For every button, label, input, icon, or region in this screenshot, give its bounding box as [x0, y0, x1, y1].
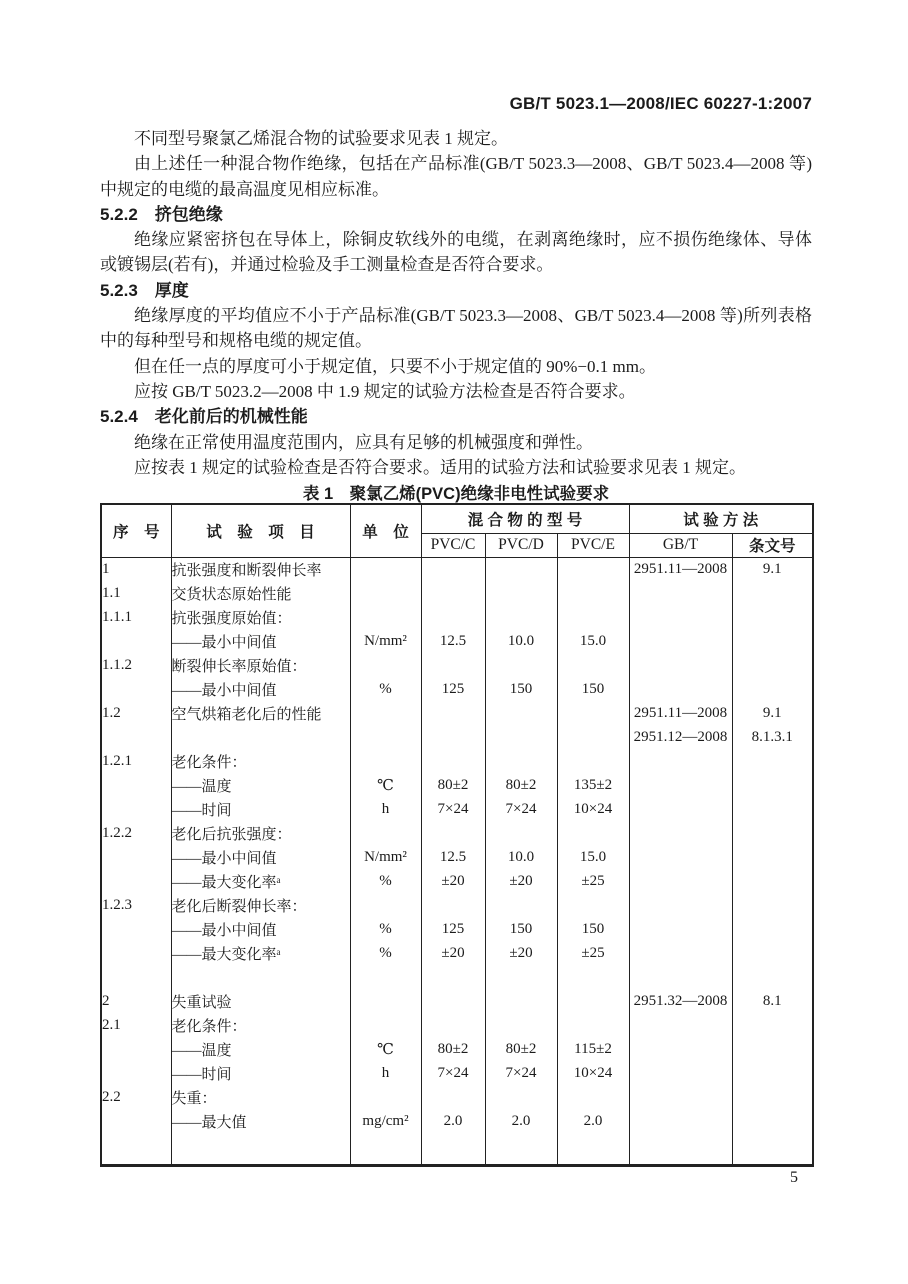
- cell-unit: [350, 1085, 421, 1109]
- cell-clause: 9.1: [732, 557, 813, 581]
- cell-clause: [732, 965, 813, 989]
- cell-unit: [350, 581, 421, 605]
- cell-no: [101, 773, 171, 797]
- table-row: [101, 725, 813, 749]
- cell-item: 老化条件：: [171, 1013, 350, 1037]
- col-header-pvc-d: PVC/D: [485, 533, 557, 557]
- col-header-pvc-c: PVC/C: [421, 533, 485, 557]
- cell-no: [101, 845, 171, 869]
- cell-gbt: [629, 1013, 732, 1037]
- cell-item: ——最大变化率ᵃ: [171, 869, 350, 893]
- cell-unit: [350, 725, 421, 749]
- cell-item: 断裂伸长率原始值：: [171, 653, 350, 677]
- table-row: [101, 701, 813, 725]
- cell-d: [485, 989, 557, 1013]
- cell-e: 10×24: [557, 797, 629, 821]
- cell-unit: ℃: [350, 1037, 421, 1061]
- cell-c: 12.5: [421, 629, 485, 653]
- cell-item: ——温度: [171, 1037, 350, 1061]
- cell-d: ±20: [485, 941, 557, 965]
- cell-d: [485, 557, 557, 581]
- section-heading: 5.2.3 厚度: [100, 280, 189, 300]
- cell-gbt: 2951.11—2008: [629, 701, 732, 725]
- cell-unit: [350, 821, 421, 845]
- cell-no: 1.2.2: [101, 821, 171, 845]
- cell-item: ——最小中间值: [171, 677, 350, 701]
- cell-clause: [732, 893, 813, 917]
- cell-d: 150: [485, 677, 557, 701]
- table-head: [101, 504, 813, 557]
- table-row: [101, 893, 813, 917]
- cell-unit: [350, 749, 421, 773]
- cell-c: 125: [421, 917, 485, 941]
- section-heading: 5.2.2 挤包绝缘: [100, 204, 223, 224]
- cell-empty: [171, 1133, 350, 1165]
- paragraph: 不同型号聚氯乙烯混合物的试验要求见表 1 规定。: [134, 129, 508, 148]
- cell-gbt: [629, 965, 732, 989]
- cell-item: 抗张强度和断裂伸长率: [171, 557, 350, 581]
- cell-item: ——最小中间值: [171, 845, 350, 869]
- cell-unit: [350, 605, 421, 629]
- cell-d: 7×24: [485, 797, 557, 821]
- cell-gbt: [629, 821, 732, 845]
- cell-d: 80±2: [485, 1037, 557, 1061]
- cell-e: ±25: [557, 941, 629, 965]
- cell-c: [421, 1085, 485, 1109]
- cell-item: ——最大值: [171, 1109, 350, 1133]
- table-head-row-groups: [101, 504, 813, 533]
- requirements-table: [100, 503, 814, 1167]
- cell-no: [101, 1109, 171, 1133]
- cell-empty: [350, 1133, 421, 1165]
- cell-unit: mg/cm²: [350, 1109, 421, 1133]
- cell-c: [421, 893, 485, 917]
- table-row: [101, 581, 813, 605]
- cell-d: [485, 965, 557, 989]
- cell-unit: N/mm²: [350, 845, 421, 869]
- cell-item: 老化后断裂伸长率：: [171, 893, 350, 917]
- cell-e: 150: [557, 917, 629, 941]
- cell-c: 80±2: [421, 773, 485, 797]
- cell-no: [101, 797, 171, 821]
- cell-clause: [732, 845, 813, 869]
- table-row: [101, 965, 813, 989]
- cell-unit: [350, 653, 421, 677]
- table-row: [101, 773, 813, 797]
- cell-no: [101, 629, 171, 653]
- cell-unit: [350, 989, 421, 1013]
- cell-no: 1.2.3: [101, 893, 171, 917]
- cell-c: [421, 989, 485, 1013]
- table-row: [101, 557, 813, 581]
- cell-gbt: [629, 941, 732, 965]
- paragraph: 应按 GB/T 5023.2—2008 中 1.9 规定的试验方法检查是否符合要求。: [134, 381, 636, 401]
- cell-c: [421, 821, 485, 845]
- cell-unit: h: [350, 1061, 421, 1085]
- cell-d: [485, 893, 557, 917]
- cell-e: [557, 581, 629, 605]
- cell-gbt: [629, 1085, 732, 1109]
- cell-e: [557, 725, 629, 749]
- cell-unit: [350, 557, 421, 581]
- cell-c: 12.5: [421, 845, 485, 869]
- cell-gbt: [629, 1109, 732, 1133]
- cell-e: [557, 989, 629, 1013]
- cell-item: ——温度: [171, 773, 350, 797]
- cell-clause: [732, 821, 813, 845]
- cell-no: 1.2: [101, 701, 171, 725]
- cell-d: 10.0: [485, 629, 557, 653]
- table-body: [101, 557, 813, 1165]
- table-row: [101, 869, 813, 893]
- cell-c: [421, 701, 485, 725]
- cell-gbt: [629, 773, 732, 797]
- cell-clause: [732, 581, 813, 605]
- paragraph: 绝缘厚度的平均值应不小于产品标准(GB/T 5023.3—2008、GB/T 5023.4—2008 等)所列表格中的每种型号和规格电缆的规定值。: [100, 306, 812, 351]
- cell-unit: [350, 893, 421, 917]
- paragraph: 绝缘在正常使用温度范围内，应具有足够的机械强度和弹性。: [134, 432, 593, 452]
- cell-item: 失重：: [171, 1085, 350, 1109]
- cell-c: 7×24: [421, 1061, 485, 1085]
- cell-c: [421, 965, 485, 989]
- cell-e: [557, 701, 629, 725]
- doc-code-header: GB/T 5023.1—2008/IEC 60227-1:2007: [509, 94, 812, 113]
- cell-d: 150: [485, 917, 557, 941]
- cell-no: [101, 917, 171, 941]
- cell-c: 80±2: [421, 1037, 485, 1061]
- cell-gbt: 2951.32—2008: [629, 989, 732, 1013]
- cell-d: [485, 821, 557, 845]
- cell-gbt: [629, 845, 732, 869]
- text-flow: [100, 126, 812, 480]
- cell-item: 老化后抗张强度：: [171, 821, 350, 845]
- cell-item: ——最小中间值: [171, 917, 350, 941]
- cell-no: [101, 677, 171, 701]
- cell-clause: [732, 1109, 813, 1133]
- cell-clause: [732, 1085, 813, 1109]
- cell-no: 2: [101, 989, 171, 1013]
- cell-unit: ℃: [350, 773, 421, 797]
- cell-c: 7×24: [421, 797, 485, 821]
- col-header-unit: 单 位: [350, 504, 421, 557]
- cell-unit: %: [350, 941, 421, 965]
- cell-e: 10×24: [557, 1061, 629, 1085]
- cell-clause: [732, 773, 813, 797]
- cell-d: [485, 749, 557, 773]
- col-header-item: 试 验 项 目: [171, 504, 350, 557]
- col-header-method-group: 试 验 方 法: [629, 504, 813, 533]
- page-number: 5: [790, 1169, 798, 1186]
- cell-clause: 8.1: [732, 989, 813, 1013]
- cell-item: 交货状态原始性能: [171, 581, 350, 605]
- cell-unit: %: [350, 677, 421, 701]
- cell-c: ±20: [421, 869, 485, 893]
- cell-d: 80±2: [485, 773, 557, 797]
- table-row: [101, 821, 813, 845]
- cell-no: 2.2: [101, 1085, 171, 1109]
- table-row: [101, 917, 813, 941]
- cell-unit: [350, 701, 421, 725]
- cell-clause: [732, 797, 813, 821]
- cell-empty: [557, 1133, 629, 1165]
- cell-clause: [732, 653, 813, 677]
- cell-empty: [732, 1133, 813, 1165]
- cell-no: [101, 1037, 171, 1061]
- cell-gbt: [629, 1061, 732, 1085]
- cell-clause: [732, 1061, 813, 1085]
- cell-d: [485, 701, 557, 725]
- cell-d: 10.0: [485, 845, 557, 869]
- cell-gbt: [629, 797, 732, 821]
- cell-e: [557, 821, 629, 845]
- cell-d: 2.0: [485, 1109, 557, 1133]
- cell-e: [557, 653, 629, 677]
- cell-e: 135±2: [557, 773, 629, 797]
- cell-unit: N/mm²: [350, 629, 421, 653]
- cell-c: [421, 581, 485, 605]
- table-row: [101, 1061, 813, 1085]
- cell-no: 2.1: [101, 1013, 171, 1037]
- cell-gbt: [629, 749, 732, 773]
- cell-e: [557, 893, 629, 917]
- cell-clause: [732, 869, 813, 893]
- cell-gbt: [629, 917, 732, 941]
- cell-d: [485, 1013, 557, 1037]
- cell-gbt: [629, 653, 732, 677]
- cell-c: [421, 749, 485, 773]
- cell-item: 失重试验: [171, 989, 350, 1013]
- cell-item: [171, 725, 350, 749]
- cell-clause: [732, 605, 813, 629]
- cell-gbt: [629, 581, 732, 605]
- cell-no: [101, 869, 171, 893]
- col-header-gbt: GB/T: [629, 533, 732, 557]
- table-row: [101, 941, 813, 965]
- cell-no: [101, 965, 171, 989]
- table-row: [101, 797, 813, 821]
- cell-c: [421, 1013, 485, 1037]
- cell-item: 空气烘箱老化后的性能: [171, 701, 350, 725]
- cell-gbt: [629, 677, 732, 701]
- table-row: [101, 605, 813, 629]
- cell-c: [421, 605, 485, 629]
- cell-item: ——最小中间值: [171, 629, 350, 653]
- table-row: [101, 1085, 813, 1109]
- table-row: [101, 749, 813, 773]
- cell-gbt: [629, 629, 732, 653]
- cell-clause: [732, 941, 813, 965]
- cell-no: [101, 941, 171, 965]
- cell-item: [171, 965, 350, 989]
- table-row: [101, 845, 813, 869]
- cell-gbt: [629, 893, 732, 917]
- cell-unit: h: [350, 797, 421, 821]
- cell-no: [101, 725, 171, 749]
- cell-no: 1.1.1: [101, 605, 171, 629]
- cell-e: 15.0: [557, 845, 629, 869]
- cell-e: [557, 557, 629, 581]
- cell-item: ——最大变化率ᵃ: [171, 941, 350, 965]
- cell-d: [485, 725, 557, 749]
- table-title: 表 1 聚氯乙烯(PVC)绝缘非电性试验要求: [302, 485, 610, 503]
- cell-d: 7×24: [485, 1061, 557, 1085]
- cell-clause: [732, 629, 813, 653]
- cell-no: [101, 1061, 171, 1085]
- cell-e: [557, 605, 629, 629]
- cell-c: [421, 653, 485, 677]
- cell-empty: [421, 1133, 485, 1165]
- cell-empty: [485, 1133, 557, 1165]
- paragraph: 绝缘应紧密挤包在导体上，除铜皮软线外的电缆，在剥离绝缘时，应不损伤绝缘体、导体或镀锡层(若有)，并通过检验及手工测量检查是否符合要求。: [100, 230, 812, 275]
- cell-e: 150: [557, 677, 629, 701]
- cell-c: 125: [421, 677, 485, 701]
- table-row: [101, 1037, 813, 1061]
- cell-d: [485, 653, 557, 677]
- cell-e: 2.0: [557, 1109, 629, 1133]
- table-row: [101, 989, 813, 1013]
- cell-unit: [350, 965, 421, 989]
- cell-clause: [732, 749, 813, 773]
- cell-empty: [629, 1133, 732, 1165]
- cell-e: [557, 1085, 629, 1109]
- table-row: [101, 677, 813, 701]
- cell-d: ±20: [485, 869, 557, 893]
- cell-c: 2.0: [421, 1109, 485, 1133]
- col-header-clause: 条文号: [732, 533, 813, 557]
- paragraph: 但在任一点的厚度可小于规定值，只要不小于规定值的 90%−0.1 mm。: [134, 356, 656, 376]
- cell-item: ——时间: [171, 1061, 350, 1085]
- table-row: [101, 1109, 813, 1133]
- cell-empty: [101, 1133, 171, 1165]
- cell-item: ——时间: [171, 797, 350, 821]
- cell-item: 抗张强度原始值：: [171, 605, 350, 629]
- cell-c: [421, 725, 485, 749]
- cell-gbt: [629, 1037, 732, 1061]
- cell-clause: [732, 677, 813, 701]
- cell-gbt: [629, 605, 732, 629]
- cell-d: [485, 605, 557, 629]
- cell-gbt: 2951.12—2008: [629, 725, 732, 749]
- cell-e: [557, 965, 629, 989]
- cell-c: ±20: [421, 941, 485, 965]
- cell-no: 1.1: [101, 581, 171, 605]
- table-row: [101, 653, 813, 677]
- col-header-pvc-e: PVC/E: [557, 533, 629, 557]
- paragraph: 由上述任一种混合物作绝缘，包括在产品标准(GB/T 5023.3—2008、GB/T 5023.4—2008 等)中规定的电缆的最高温度见相应标准。: [100, 154, 812, 199]
- cell-e: ±25: [557, 869, 629, 893]
- cell-e: 115±2: [557, 1037, 629, 1061]
- cell-no: 1: [101, 557, 171, 581]
- cell-unit: [350, 1013, 421, 1037]
- table-filler-row: [101, 1133, 813, 1165]
- col-header-mixture-group: 混 合 物 的 型 号: [421, 504, 629, 533]
- cell-gbt: 2951.11—2008: [629, 557, 732, 581]
- cell-e: [557, 1013, 629, 1037]
- cell-clause: 9.1: [732, 701, 813, 725]
- cell-d: [485, 1085, 557, 1109]
- cell-clause: [732, 917, 813, 941]
- cell-c: [421, 557, 485, 581]
- cell-gbt: [629, 869, 732, 893]
- paragraph: 应按表 1 规定的试验检查是否符合要求。适用的试验方法和试验要求见表 1 规定。: [134, 457, 746, 477]
- table-row: [101, 1013, 813, 1037]
- cell-d: [485, 581, 557, 605]
- cell-clause: [732, 1013, 813, 1037]
- col-header-seq: 序 号: [101, 504, 171, 557]
- cell-clause: [732, 1037, 813, 1061]
- cell-e: [557, 749, 629, 773]
- cell-clause: 8.1.3.1: [732, 725, 813, 749]
- section-heading: 5.2.4 老化前后的机械性能: [100, 407, 308, 427]
- cell-no: 1.1.2: [101, 653, 171, 677]
- cell-unit: %: [350, 917, 421, 941]
- cell-no: 1.2.1: [101, 749, 171, 773]
- cell-e: 15.0: [557, 629, 629, 653]
- table-row: [101, 629, 813, 653]
- cell-unit: %: [350, 869, 421, 893]
- cell-item: 老化条件：: [171, 749, 350, 773]
